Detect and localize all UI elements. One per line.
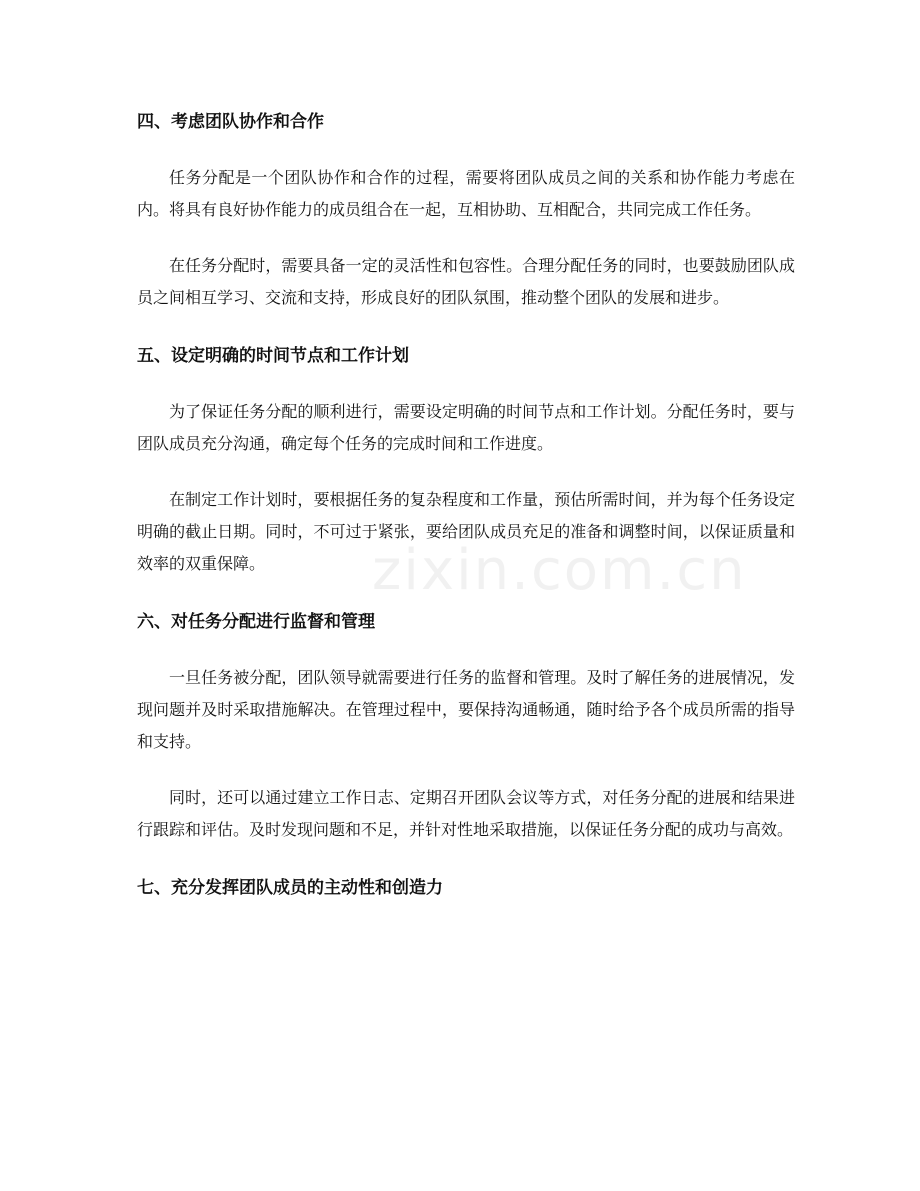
section-4-paragraph-1: 任务分配是一个团队协作和合作的过程，需要将团队成员之间的关系和协作能力考虑在内。将具有良好协作能力的成员组合在一起，互相协助、互相配合，共同完成工作任务。 [137, 168, 795, 219]
watermark-text: zixin.com.cn [372, 538, 747, 603]
section-heading-7: 七、充分发挥团队成员的主动性和创造力 [137, 878, 443, 898]
section-heading-4: 四、考虑团队协作和合作 [137, 112, 324, 132]
section-heading-5: 五、设定明确的时间节点和工作计划 [137, 346, 409, 366]
section-6-paragraph-1: 一旦任务被分配，团队领导就需要进行任务的监督和管理。及时了解任务的进展情况，发现问题并及时采取措施解决。在管理过程中，要保持沟通畅通，随时给予各个成员所需的指导和支持。 [137, 668, 795, 751]
section-5-paragraph-1: 为了保证任务分配的顺利进行，需要设定明确的时间节点和工作计划。分配任务时，要与团队成员充分沟通，确定每个任务的完成时间和工作进度。 [137, 402, 795, 453]
document-body [137, 104, 795, 906]
section-heading-6: 六、对任务分配进行监督和管理 [137, 612, 375, 632]
section-5-paragraph-2: 在制定工作计划时，要根据任务的复杂程度和工作量，预估所需时间，并为每个任务设定明确的截止日期。同时，不可过于紧张，要给团队成员充足的准备和调整时间，以保证质量和效率的双重保障。 [137, 490, 795, 573]
section-4-paragraph-2: 在任务分配时，需要具备一定的灵活性和包容性。合理分配任务的同时，也要鼓励团队成员之间相互学习、交流和支持，形成良好的团队氛围，推动整个团队的发展和进步。 [137, 256, 795, 307]
section-6-paragraph-2: 同时，还可以通过建立工作日志、定期召开团队会议等方式，对任务分配的进展和结果进行跟踪和评估。及时发现问题和不足，并针对性地采取措施，以保证任务分配的成功与高效。 [137, 788, 795, 839]
